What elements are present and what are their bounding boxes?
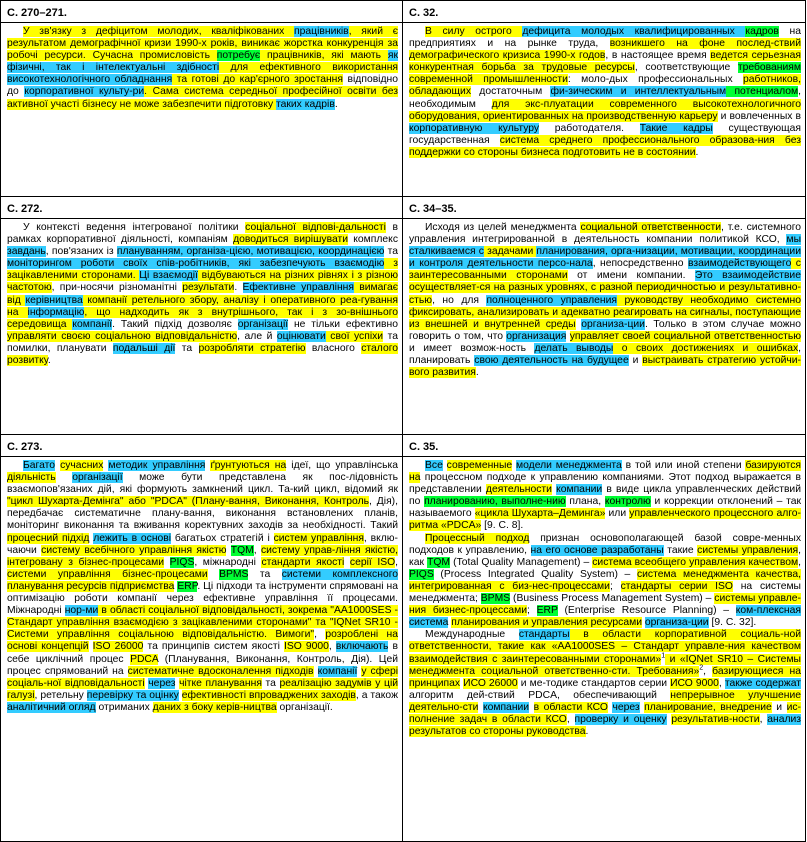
- highlighted-phrase: працівників, які мають: [260, 50, 388, 62]
- text-run: ;: [609, 580, 621, 592]
- text-run: , а також: [355, 689, 398, 701]
- highlighted-phrase: Все: [425, 460, 443, 471]
- highlighted-phrase: планирования, орга-низации, мотивации, координации и контроля деятельности персо-нала: [409, 246, 801, 270]
- highlighted-phrase: вимагає від: [7, 282, 398, 306]
- russian-passage: [409, 219, 801, 434]
- text-run: [56, 472, 73, 483]
- highlighted-phrase: даних з боку керів-ництва: [152, 701, 277, 713]
- highlighted-phrase: управляти своєю соціальною відповідальністю: [7, 330, 238, 342]
- page-ref: С. 34–35.: [409, 203, 457, 215]
- text-run: , но для: [432, 294, 487, 306]
- highlighted-phrase: BPMS: [219, 568, 249, 580]
- highlighted-phrase: социальной ответственности: [580, 222, 722, 233]
- text-run: , вклю-чаючи: [7, 532, 398, 556]
- text-run: , в настоящее время: [605, 50, 711, 62]
- right-ref-cell: [403, 1, 806, 23]
- text-run: (Business Process Management System) –: [510, 593, 715, 605]
- ukrainian-passage: [7, 457, 398, 841]
- page-ref: С. 273.: [7, 441, 43, 453]
- text-run: Международные: [425, 629, 519, 641]
- highlighted-phrase: аналітичний огляд: [7, 701, 96, 713]
- left-ref-cell: [1, 1, 403, 23]
- text-run: , планировать: [409, 342, 801, 367]
- highlighted-phrase: лежить в основі: [93, 532, 172, 544]
- highlighted-phrase: моніторингом роботи своїх спів-робітників, які забезпечують взаємодію: [7, 258, 385, 270]
- highlighted-phrase: перевірку та оцінку: [86, 689, 179, 701]
- left-text-cell: [1, 457, 403, 842]
- highlighted-phrase: ИСО 26000: [463, 677, 518, 689]
- highlighted-phrase: сучасних: [60, 460, 104, 471]
- text-run: алгоритм дей-ствий PDCA, обеспечивающий: [409, 689, 671, 701]
- highlighted-phrase: проверку и оценку: [574, 713, 667, 725]
- text-run: (Process Integrated Quality System) –: [433, 568, 637, 580]
- highlighted-phrase: у сфері соціаль-ної відповідальності: [7, 665, 398, 689]
- text-run: существующая государственная: [409, 122, 801, 146]
- text-run: ,: [566, 713, 575, 725]
- text-run: ;: [527, 605, 537, 617]
- highlighted-phrase: ERP: [536, 605, 558, 617]
- footnote-marker: 2: [699, 664, 704, 672]
- highlighted-phrase: в області соціальної відповідальності, зокрема "AA1000SES - Стандарт управління взаємодією з зацікавленими сторонами" та "IQNet SR10 - Системи управління соціальною відповідальністю. Вимоги": [7, 605, 398, 641]
- text-run: [529, 702, 534, 713]
- highlighted-phrase: современной промышленности: [409, 74, 568, 86]
- highlighted-phrase: корпоративної культу-ри: [24, 86, 145, 98]
- header-row-1: [1, 1, 806, 23]
- highlighted-phrase: PIQS: [409, 568, 434, 580]
- highlighted-phrase: планированию, выполне-нию: [424, 496, 566, 508]
- highlighted-phrase: та готові до кар'єрного зростання: [172, 74, 343, 86]
- text-run: на системы менеджмента;: [409, 580, 801, 605]
- highlighted-phrase: розробляти стратегію: [198, 342, 306, 354]
- highlighted-phrase: «цикла Шухарта–Деминга»: [474, 508, 606, 520]
- highlighted-phrase: стандарти якості: [261, 556, 345, 568]
- highlighted-phrase: для ефективного використання: [219, 62, 398, 74]
- text-run: та: [175, 342, 199, 354]
- highlighted-phrase: планирование, внедрение: [644, 701, 772, 713]
- text-run: , Дія), передбачає систематичне плану-вання, виконання встановлених планів, моніторинг виконання та вживання коректувних заходів за необхідності. Такий: [7, 496, 398, 532]
- highlighted-phrase: анализ: [767, 713, 801, 725]
- highlighted-phrase: соціальної відпові-дальності: [245, 222, 386, 233]
- text-run: .: [47, 355, 51, 367]
- text-run: , міжнародні: [194, 556, 262, 568]
- text-run: в той или иной степени: [621, 460, 746, 471]
- highlighted-phrase: организа-ции: [644, 617, 709, 629]
- text-run: , пов'язаних із: [45, 246, 117, 258]
- highlighted-phrase: систем управління: [273, 532, 364, 544]
- text-run: от имени компании.: [567, 270, 695, 282]
- highlighted-phrase: PIQS: [169, 556, 195, 568]
- highlighted-phrase: "цикл Шухарта-Демінга" або "PDCA" (Плану-вання, Виконання, Контроль: [7, 496, 369, 508]
- text-run: комплекс: [348, 234, 398, 246]
- text-run: отриманих: [95, 701, 153, 713]
- highlighted-phrase: корпоративную культуру: [409, 122, 540, 134]
- highlighted-phrase: як фізичні, так і інтелектуальні здібності: [7, 50, 398, 74]
- ukrainian-passage: [7, 219, 398, 434]
- text-run: в рамках корпоративної діяльності, компаніям: [7, 222, 398, 246]
- highlighted-phrase: високотехнологічного обладнання: [7, 74, 173, 86]
- highlighted-phrase: ґрунтуються на: [210, 460, 287, 471]
- highlighted-phrase: компанії: [72, 318, 113, 330]
- text-run: : моло-дых профессиональных: [567, 74, 744, 86]
- paragraph: [409, 460, 801, 533]
- highlighted-phrase: , який є результатом демографічної кризи 1990-х років, виникає жорстка конкуренція за робочі ресурси. Сучасна промисловість: [7, 26, 398, 62]
- highlighted-phrase: методик управління: [108, 460, 206, 471]
- highlighted-phrase: працівників: [294, 26, 349, 37]
- text-row-2: [1, 219, 806, 435]
- text-run: Исходя из целей менеджмента: [425, 222, 581, 233]
- highlighted-phrase: система всеобщего управления качеством: [592, 556, 799, 568]
- highlighted-phrase: с заинтересованными сторонами: [409, 258, 801, 282]
- footnote-marker: 1: [661, 652, 666, 660]
- text-run: та: [384, 246, 398, 258]
- paragraph: [7, 26, 398, 111]
- paragraph: [409, 533, 801, 630]
- highlighted-phrase: компании: [482, 701, 530, 713]
- highlighted-phrase: делать выводы: [534, 342, 614, 354]
- text-run: [164, 557, 170, 568]
- highlighted-phrase: Багато: [23, 460, 55, 471]
- highlighted-phrase: компанії: [317, 665, 358, 677]
- right-text-cell: [403, 219, 806, 435]
- highlighted-phrase: базирующиеся на принципах: [409, 665, 801, 689]
- header-row-2: [1, 197, 806, 219]
- text-run: ідеї, що управлінська: [286, 460, 398, 471]
- text-run: и: [628, 355, 643, 367]
- highlighted-phrase: ис-полнение задач в области КСО: [409, 701, 801, 725]
- highlighted-phrase: через: [148, 677, 176, 689]
- text-run: .: [585, 726, 589, 738]
- text-run: ,: [395, 556, 398, 568]
- highlighted-phrase: результатив-ности: [671, 713, 760, 725]
- highlighted-phrase: діяльність: [7, 472, 56, 484]
- highlighted-phrase: фи-зическим и интеллектуальным: [550, 86, 727, 98]
- highlighted-phrase: требованиям: [737, 62, 801, 74]
- highlighted-phrase: свої успіхи: [325, 330, 384, 342]
- highlighted-phrase: компанії ретельного збору, аналізу і оперативного реа-гування на: [7, 294, 398, 318]
- text-run: ,: [703, 665, 713, 677]
- paragraph: [7, 222, 398, 367]
- highlighted-phrase: сталого розвитку: [7, 342, 398, 367]
- highlighted-phrase: процесний підхід: [7, 532, 90, 544]
- right-ref-cell: [403, 435, 806, 457]
- highlighted-phrase: Ефективне управління: [242, 282, 354, 294]
- russian-passage: [409, 457, 801, 841]
- highlighted-phrase: через: [612, 701, 640, 713]
- highlighted-phrase: ведется серьезная конкурентная борьба: [409, 50, 801, 74]
- highlighted-phrase: непрерывное улучшение деятельно-сти: [409, 689, 801, 713]
- text-run: .: [334, 98, 338, 110]
- highlighted-phrase: систему всебічного управління якістю: [41, 544, 227, 556]
- left-text-cell: [1, 23, 403, 197]
- highlighted-phrase: . Сама система середньої професійної освіти без активної участі бізнесу не може забезпечити підготовку: [7, 86, 398, 110]
- right-text-cell: [403, 457, 806, 842]
- highlighted-phrase: відбуваються на різних рівнях і з різною частотою: [7, 270, 398, 294]
- highlighted-phrase: системи комплексного: [281, 568, 398, 580]
- highlighted-phrase: Ці взаємодії: [139, 270, 198, 282]
- highlighted-phrase: розроблені на основі концепцій: [7, 629, 398, 653]
- page-ref: С. 32.: [409, 7, 439, 19]
- highlighted-phrase: системи управління бізнес-процесами: [7, 568, 208, 580]
- russian-passage: [409, 23, 801, 196]
- text-run: , соответствующие: [634, 62, 738, 74]
- text-run: та принципів систем якості: [143, 641, 284, 653]
- text-run: достаточным: [471, 86, 551, 98]
- highlighted-phrase: В силу острого: [425, 26, 523, 37]
- text-run: [314, 666, 318, 677]
- highlighted-phrase: системы управления: [697, 544, 799, 556]
- highlighted-phrase: осуществляет-ся на разных уровнях, с разной периодичностью и результативно-стью: [409, 282, 801, 306]
- highlighted-phrase: Процессный подход: [425, 532, 530, 544]
- highlighted-phrase: выстраивать стратегию устойчи-вого развития: [409, 355, 801, 379]
- text-run: в себе циклічний процес: [7, 641, 398, 665]
- highlighted-phrase: результати: [182, 282, 235, 294]
- highlighted-phrase: планирования и управления ресурсами: [451, 617, 642, 629]
- highlighted-phrase: кадров: [745, 26, 779, 37]
- highlighted-phrase: керівництва: [25, 294, 83, 306]
- text-run: признан основополагающей базой совре-менных подходов к управлению,: [409, 532, 801, 556]
- text-run: ,: [314, 629, 326, 641]
- text-run: ,: [328, 641, 336, 653]
- text-run: [208, 569, 219, 580]
- text-run: та: [248, 568, 282, 580]
- right-ref-cell: [403, 197, 806, 219]
- text-run: и имеет возмож-ность: [409, 342, 535, 354]
- highlighted-phrase: в области корпоративной социаль-ной ответственности, такие как «AA1000SES – Стандарт управле-ния качеством взаимодействия с заинтересованными сторонами»: [409, 629, 801, 665]
- text-run: на предприятиях и на рынке труда,: [409, 26, 801, 50]
- highlighted-phrase: взаимодействующего: [687, 258, 792, 270]
- highlighted-phrase: систематичне вдосконалення підходів: [127, 665, 314, 677]
- highlighted-phrase: система менеджмента качества, интегрированная с биз-нес-процессами: [409, 568, 801, 592]
- highlighted-phrase: организация: [506, 330, 567, 342]
- highlighted-phrase: інформацію: [27, 306, 85, 318]
- text-run: власного: [305, 342, 362, 354]
- highlighted-phrase: потребує: [216, 50, 261, 62]
- highlighted-phrase: полноценного управления: [486, 294, 617, 306]
- highlighted-phrase: о своих достижениях и ошибках: [613, 342, 799, 354]
- highlighted-phrase: управляет своей социальной ответственностью: [569, 330, 801, 342]
- highlighted-phrase: свою деятельность на будущее: [474, 355, 629, 367]
- text-run: процессном подходе к управлению компаниями. Этот подход выражается в представлении: [409, 472, 801, 496]
- text-run: та: [261, 677, 280, 689]
- highlighted-phrase: плануванням, організа-цією, мотивацією, координацією: [116, 246, 385, 258]
- text-run: и коррекции отклонений – так называемого: [409, 496, 801, 520]
- text-run: , т.е. системного управления интегрированной в деятельность компании политикой КСО,: [409, 222, 801, 246]
- text-run: організації.: [276, 701, 333, 713]
- highlighted-phrase: возникшего на фоне послед-ствий демографического кризиса 1990-х годов: [409, 38, 801, 62]
- highlighted-phrase: чітке планування: [179, 677, 262, 689]
- page-ref: С. 270–271.: [7, 7, 67, 19]
- paragraph: [409, 26, 801, 159]
- highlighted-phrase: TQM: [427, 556, 451, 568]
- highlighted-phrase: результатов со стороны руководства: [409, 726, 586, 738]
- highlighted-phrase: на его основе разработаны: [530, 544, 664, 556]
- highlighted-phrase: управленческого процессного алго-ритма «PDCA»: [409, 508, 801, 532]
- paragraph: [7, 460, 398, 714]
- text-run: и ме-тодике стандартов серии: [517, 677, 671, 689]
- text-run: такие: [663, 544, 698, 556]
- highlighted-phrase: мы сталкиваемся с: [409, 234, 801, 258]
- text-row-3: [1, 457, 806, 842]
- highlighted-phrase: систему управ-ління якістю, інтегровану з бізнес-процесами: [7, 544, 398, 568]
- highlighted-phrase: дефицита молодых квалифицированных: [522, 26, 746, 37]
- highlighted-phrase: стандарты серии ISO: [620, 580, 733, 592]
- highlighted-phrase: руководству необходимо системно фиксировать, анализировать и адекватно реагировать на сигналы, поступающие из внешней и внутренней среды: [409, 294, 801, 330]
- text-run: .: [234, 282, 243, 294]
- highlighted-phrase: організації: [237, 318, 289, 330]
- text-run: , при-носячи різноманітні: [51, 282, 183, 294]
- highlighted-phrase: ISO 9000: [283, 641, 329, 653]
- highlighted-phrase: контролю: [604, 496, 651, 508]
- highlighted-phrase: організації: [72, 472, 123, 484]
- highlighted-phrase: ком-плексная система: [409, 605, 801, 629]
- highlighted-phrase: Это взаимодействие: [694, 270, 801, 282]
- text-run: плана,: [565, 496, 605, 508]
- highlighted-phrase: системы управле-ния бизнес-процессами: [409, 593, 801, 617]
- text-row-1: [1, 23, 806, 197]
- highlighted-phrase: ISO 26000: [92, 641, 144, 653]
- highlighted-phrase: PDCA: [130, 653, 159, 665]
- highlighted-phrase: работников, обладающих: [409, 74, 801, 98]
- highlighted-phrase: У зв'язку з дефіцитом молодих, кваліфікованих: [23, 26, 295, 37]
- text-run: багатьох стратегій і: [171, 532, 274, 544]
- page-ref: С. 272.: [7, 203, 43, 215]
- text-run: ,: [798, 556, 801, 568]
- left-ref-cell: [1, 197, 403, 219]
- text-run: не тільки ефективно: [288, 318, 398, 330]
- text-run: работодателя.: [539, 122, 640, 134]
- text-run: відповідно до: [7, 74, 398, 98]
- left-ref-cell: [1, 435, 403, 457]
- text-run: ,: [718, 677, 725, 689]
- text-run: .: [475, 367, 479, 379]
- text-run: и: [771, 701, 787, 713]
- highlighted-phrase: , що надходить як з внутрішнього, так і з зо-внішнього середовища: [7, 306, 398, 330]
- highlighted-phrase: за трудовые ресурсы: [523, 62, 635, 74]
- highlighted-phrase: система среднего профессионального образова-ния без поддержки со стороны бизнеса подготовить не в состоянии: [409, 134, 801, 158]
- highlighted-phrase: завдань: [7, 246, 46, 258]
- highlighted-phrase: нор-ми: [64, 605, 99, 617]
- text-run: или: [605, 508, 630, 520]
- text-run: (Планування, Виконання, Контроль, Дія). Цей процес спрямований на: [7, 653, 398, 677]
- highlighted-phrase: оцінювати: [276, 330, 326, 342]
- highlighted-phrase: модели менеджмента: [516, 460, 622, 471]
- highlighted-phrase: доводиться вирішувати: [233, 234, 348, 246]
- text-run: [9. С. 32].: [708, 617, 757, 629]
- highlighted-phrase: и «IQNet SR10 – Системы менеджмента социальной ответственно-сти. Требования»: [409, 653, 801, 677]
- paragraph: [409, 222, 801, 379]
- highlighted-phrase: реалізацію задумів у цій галузі: [7, 677, 398, 701]
- text-run: та помилки, планувати: [7, 330, 398, 354]
- text-run: (Total Quality Management) –: [450, 556, 593, 568]
- left-text-cell: [1, 219, 403, 435]
- highlighted-phrase: ERP: [177, 580, 198, 592]
- text-run: , ретельну: [34, 689, 87, 701]
- text-run: , непосредственно: [592, 258, 688, 270]
- highlighted-phrase: ИСО 9000: [670, 677, 719, 689]
- highlighted-phrase: потенциалом: [726, 86, 799, 98]
- text-run: ,: [253, 544, 261, 556]
- highlighted-phrase: TQM: [230, 544, 254, 556]
- highlighted-phrase: планування ресурсів підприємства: [7, 580, 175, 592]
- highlighted-phrase: в области КСО: [533, 701, 608, 713]
- text-run: . Ці підходи та інструменти спрямовані на оптимізацію роботи компанії через ефективне управління її процесами. Міжнародні: [7, 580, 398, 617]
- right-text-cell: [403, 23, 806, 197]
- highlighted-phrase: компании: [556, 484, 603, 496]
- text-run: в виде цикла управленческих действий по: [409, 484, 801, 508]
- highlighted-phrase: для экс-плуатации современного высокотехнологичного оборудования: [409, 98, 801, 122]
- page-ref: С. 35.: [409, 441, 439, 453]
- text-run: .: [695, 146, 699, 158]
- text-run: , как: [409, 544, 801, 568]
- paragraph: [409, 629, 801, 738]
- text-run: , необходимым: [409, 86, 801, 110]
- text-run: ,: [759, 713, 768, 725]
- text-run: . Такий підхід дозволяє: [112, 318, 238, 330]
- highlighted-phrase: деятельности: [485, 484, 552, 496]
- ukrainian-passage: [7, 23, 398, 196]
- highlighted-phrase: организа-ции: [581, 318, 645, 330]
- highlighted-phrase: задачами: [483, 246, 537, 258]
- highlighted-phrase: включають: [335, 641, 389, 653]
- header-row-3: [1, 435, 806, 457]
- text-run: , але й: [237, 330, 277, 342]
- highlighted-phrase: ефективності впроваджених заходів: [181, 689, 356, 701]
- highlighted-phrase: современные: [446, 460, 513, 471]
- text-run: и вовлеченных в: [717, 110, 801, 122]
- highlighted-phrase: также содержат: [724, 677, 801, 689]
- highlighted-phrase: подальші дії: [112, 342, 176, 354]
- text-run: . Только в этом случае можно говорить о том, что: [409, 318, 801, 342]
- highlighted-phrase: з зацікавленими сторонами.: [7, 258, 398, 282]
- highlighted-phrase: базируются на: [409, 460, 801, 484]
- highlighted-phrase: Такие кадры: [639, 122, 713, 134]
- highlighted-phrase: серії ISO: [349, 556, 396, 568]
- text-run: може бути представлена як пос-лідовність взаємопов'язаних дій, які формують замкнений цикл. Та-кий цикл, відомий як: [7, 472, 398, 496]
- text-run: [9. С. 8].: [481, 520, 524, 532]
- text-run: (Enterprise Resource Planning) –: [557, 605, 736, 617]
- highlighted-phrase: , ориентированных на производственную карьеру: [476, 110, 718, 122]
- highlighted-phrase: таких кадрів: [276, 98, 335, 110]
- highlighted-phrase: стандарты: [518, 629, 570, 641]
- highlighted-phrase: BPMS: [480, 593, 511, 605]
- text-run: У контексті ведення інтегрованої політики: [23, 222, 246, 233]
